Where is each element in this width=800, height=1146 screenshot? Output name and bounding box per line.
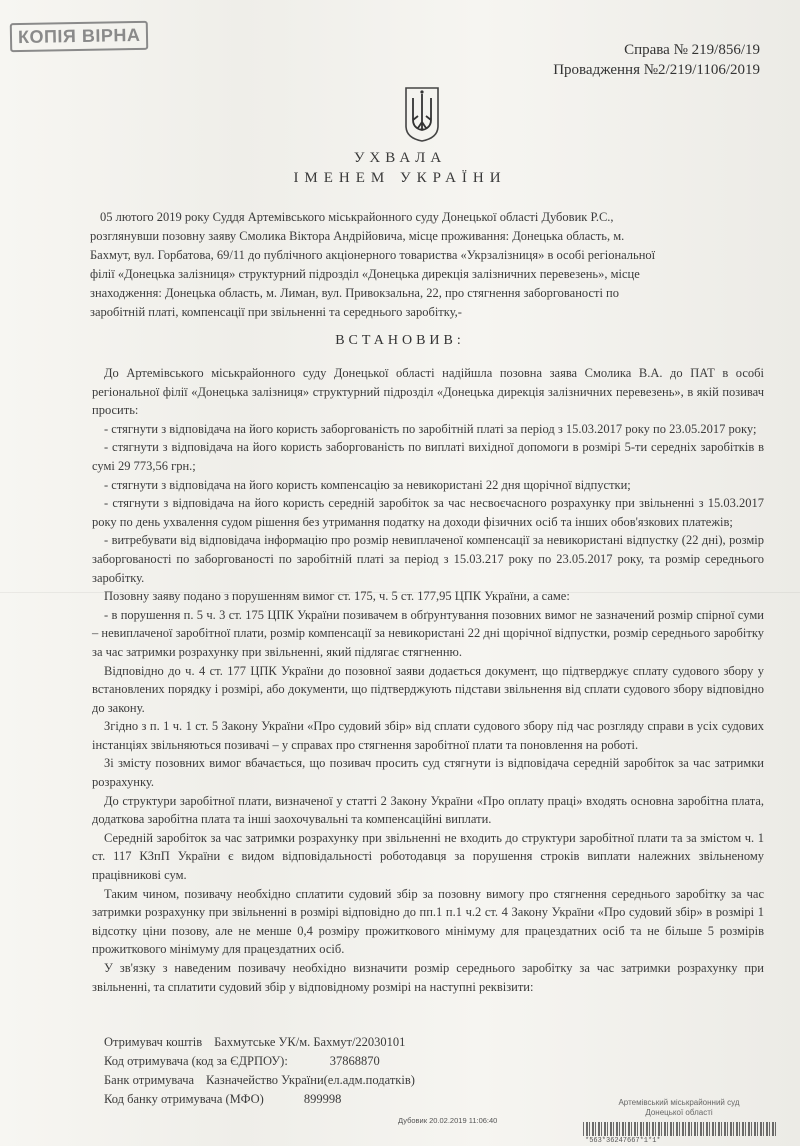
- intro-line: заробітній платі, компенсації при звільненні та середнього заробітку,-: [90, 305, 462, 319]
- body-paragraph: Таким чином, позивачу необхідно сплатити судовий збір за позовну вимогу про стягнення середнього заробітку за час затримки розрахунку при звільненні в розмірі відповідно до пп.1 п.1 ч.2 ст. 4 Закону України «Про судовий збір» в розмірі 1 відсотку ціни позову, але не менше 0,4 розміру прожиткового мінімуму для працездатних осіб та не більше 5 розмірів прожиткового мінімуму для працездатних осіб.: [92, 886, 764, 957]
- body-paragraph: - в порушення п. 5 ч. 3 ст. 175 ЦПК України позивачем в обґрунтування позовних вимог не зазначений розмір спірної суми – невиплаченої заробітної плати, розмір компенсації за невикористані 22 дні щорічної відпустки, розмір середнього заробітку за час затримки розрахунку при звільненні, який підлягає стягненню.: [92, 607, 764, 659]
- court-stamp-line: Артемівський міськрайонний суд: [618, 1098, 740, 1107]
- signature-timestamp: Дубовик 20.02.2019 11:06:40: [398, 1116, 498, 1125]
- barcode: [583, 1122, 778, 1136]
- case-reference: [553, 40, 760, 80]
- payment-row-code: [104, 1052, 415, 1071]
- payment-row-mfo: [104, 1090, 415, 1109]
- intro-line: 05 лютого 2019 року Суддя Артемівського міськрайонного суду Донецької області Дубовик Р.С.,: [100, 210, 614, 224]
- case-number: Справа № 219/856/19: [624, 42, 760, 58]
- proceeding-number: Провадження №2/219/1106/2019: [553, 62, 760, 78]
- intro-line: Бахмут, вул. Горбатова, 69/11 до публічного акціонерного товариства «Укрзалізниця» в особі регіональної: [90, 248, 656, 262]
- intro-line: розглянувши позовну заяву Смолика Віктора Андрійовича, місце проживання: Донецька область, м.: [90, 229, 625, 243]
- section-heading: ВСТАНОВИВ:: [335, 333, 465, 348]
- payment-label: Код банку отримувача (МФО): [104, 1092, 264, 1106]
- body-paragraph: До Артемівського міськрайонного суду Донецької області надійшла позовна заява Смолика В.А. до ПАТ в особі регіональної філії «Донецька залізниця» структурний підрозділ «Донецька дирекція залізничних перевезень», в якій позивач просить:: [92, 366, 764, 418]
- body-paragraph: - стягнути з відповідача на його користь компенсацію за невикористані 22 дня щорічної відпустки;: [104, 477, 631, 492]
- payment-row-recipient: [104, 1033, 415, 1052]
- body-paragraph: - стягнути з відповідача на його користь заборгованість по заробітній платі за період з 15.03.2017 року по 23.05.2017 року;: [104, 421, 757, 436]
- trident-emblem-icon: [403, 86, 441, 142]
- court-stamp-line: Донецької області: [645, 1108, 713, 1117]
- payment-label: Код отримувача (код за ЄДРПОУ):: [104, 1054, 288, 1068]
- payment-value: 899998: [303, 1092, 342, 1106]
- body-paragraph: Середній заробіток за час затримки розрахунку при звільненні не входить до структури заробітної плати та за змістом ч. 1 ст. 117 КЗпП України є видом відповідальності роботодавця за порушення строків виплати належних звільненому працівникові сум.: [92, 830, 764, 883]
- body-paragraph: Позовну заяву подано з порушенням вимог ст. 175, ч. 5 ст. 177,95 ЦПК України, а саме:: [104, 589, 570, 604]
- intro-paragraph: [90, 208, 760, 322]
- body-paragraph: - стягнути з відповідача на його користь середній заробіток за час несвоєчасного розрахунку при звільненні з 15.03.2017 року по день ухвалення судом рішення без утримання податку на доходи фізичних осіб та інших обов'язкових платежів;: [92, 496, 764, 529]
- copy-stamp: КОПІЯ ВІРНА: [10, 21, 149, 52]
- payment-label: Банк отримувача: [104, 1073, 195, 1087]
- body-paragraph: Згідно з п. 1 ч. 1 ст. 5 Закону України «Про судовий збір» від сплати судового збору під час розгляду справи в усіх судових інстанціях звільняються позивачі – у справах про стягнення заробітної плати та поновлення на роботі.: [92, 719, 764, 752]
- payment-details: [104, 1033, 415, 1109]
- intro-line: філії «Донецька залізниця» структурний підрозділ «Донецька дирекція залізничних перевезень», місце: [90, 267, 640, 281]
- body-paragraph: - стягнути з відповідача на його користь заборгованість по виплаті вихідної допомоги в розмірі 5-ти середніх заробітків в сумі 29 773,56 грн.;: [92, 440, 764, 473]
- body-paragraph: Зі змісту позовних вимог вбачається, що позивач просить суд стягнути із відповідача середній заробіток за час затримки розрахунку.: [92, 756, 764, 790]
- court-stamp: [584, 1098, 774, 1118]
- payment-value: Бахмутське УК/м. Бахмут/22030101: [214, 1035, 406, 1049]
- payment-value: 37868870: [329, 1054, 380, 1068]
- document-title: УХВАЛА: [353, 150, 447, 166]
- payment-label: Отримувач коштів: [104, 1035, 203, 1049]
- intro-line: знаходження: Донецька область, м. Лиман, вул. Привокзальна, 22, про стягнення заборгованості по: [90, 286, 619, 300]
- body-paragraph: Відповідно до ч. 4 ст. 177 ЦПК України до позовної заяви додається документ, що підтверджує сплату судового збору у встановлених порядку і розмірі, або документи, що підтверджують підстави звільнення від сплати судового збору відповідно до закону.: [92, 663, 764, 715]
- barcode-number: *563*36247667*1*1*: [585, 1137, 661, 1145]
- payment-value: Казначейство України(ел.адм.податків): [206, 1073, 415, 1087]
- document-body: [92, 364, 764, 996]
- document-subtitle: ІМЕНЕМ УКРАЇНИ: [293, 170, 507, 186]
- body-paragraph: У зв'язку з наведеним позивачу необхідно визначити розмір середнього заробітку за час затримки розрахунку при звільненні, та сплатити судовий збір у відповідному розмірі на наступні реквізити:: [92, 961, 764, 994]
- payment-row-bank: [104, 1071, 415, 1090]
- body-paragraph: - витребувати від відповідача інформацію про розмір невиплаченої компенсації за невикористані відпустку (22 дні), розмір заборгованості по заборгованості по заробітній платі за період з 15.03.217 року по 23.05.2017 року, та розмір середнього заробітку.: [92, 533, 764, 585]
- body-paragraph: До структури заробітної плати, визначеної у статті 2 Закону України «Про оплату праці» входять основна заробітна плата, додаткова заробітна плата та інші заохочувальні та компенсаційні виплати.: [92, 793, 764, 827]
